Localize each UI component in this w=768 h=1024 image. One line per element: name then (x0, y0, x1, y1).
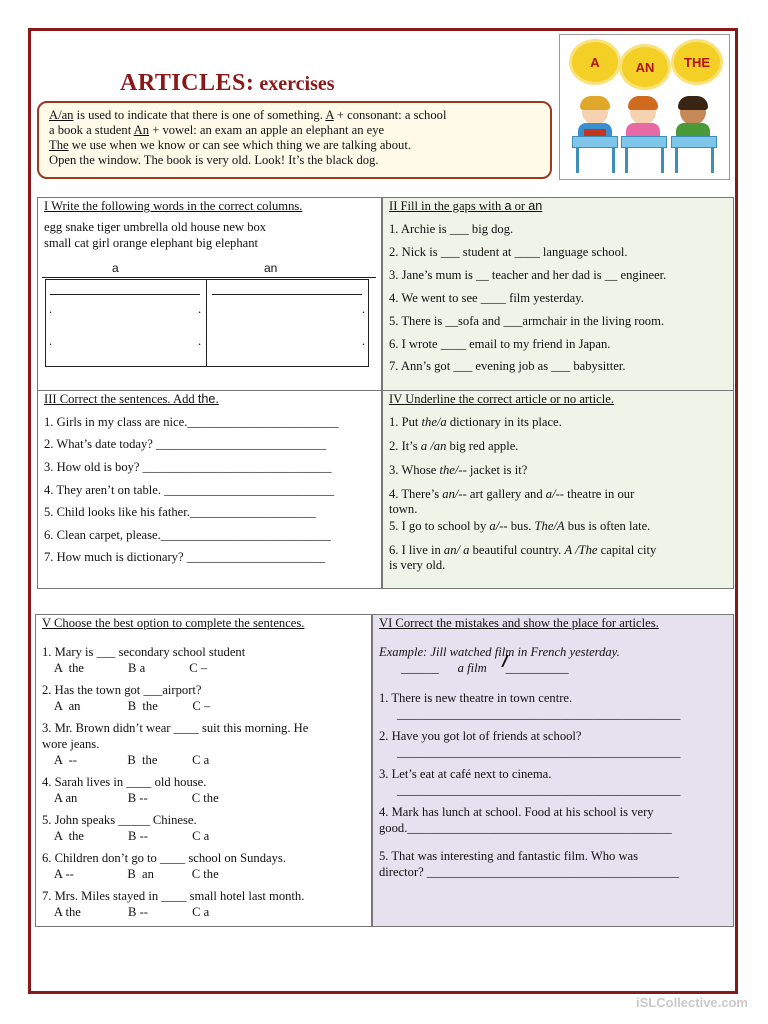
section-1 (37, 197, 382, 391)
section-5-heading: V Choose the best option to complete the sentences. (42, 616, 305, 630)
exercise-item: 6. Clean carpet, please.___________________________ (44, 528, 331, 542)
child-1 (574, 99, 616, 137)
exercise-item: 3. Let’s eat at café next to cinema. (379, 767, 552, 781)
cloud-the: THE (674, 42, 720, 82)
exercise-item-cont: director? ________________________________________ (379, 865, 679, 879)
article-choice[interactable]: a /an (420, 439, 447, 453)
example-answer: ______ a film __________ (401, 661, 569, 675)
exercise-item: 1. Archie is ___ big dog. (389, 222, 514, 236)
rule-text: + vowel: an exam an apple an elephant an eye (149, 123, 385, 137)
question-line: 5. John speaks _____ Chinese. (42, 813, 197, 827)
section-4 (382, 390, 734, 589)
answer-line: _____________________________________________ (397, 707, 681, 721)
article-choice[interactable]: the/-- (439, 463, 467, 477)
exercise-item: 5. There is __sofa and ___armchair in the living room. (389, 314, 665, 328)
column-an-label: an (264, 261, 278, 275)
section-2-heading: II Fill in the gaps with a or an (389, 199, 543, 213)
options-line: A -- B the C a (42, 753, 210, 767)
section-5 (35, 614, 372, 927)
question-line: 4. Sarah lives in ____ old house. (42, 775, 207, 789)
exercise-item: 2. Have you got lot of friends at school? (379, 729, 582, 743)
article-choice[interactable]: the/a (421, 415, 447, 429)
rule-term: A/an (49, 108, 74, 122)
section-3 (37, 390, 382, 589)
section-4-heading: IV Underline the correct article or no article. (389, 392, 614, 406)
cloud-a: A (572, 42, 618, 82)
column-a-label: a (112, 261, 119, 275)
options-line: A -- B an C the (42, 867, 219, 881)
rule-text: is used to indicate that there is one of something. (73, 108, 326, 122)
exercise-item: 7. Ann’s got ___ evening job as ___ babysitter. (389, 359, 626, 373)
page-title (120, 70, 335, 97)
watermark: iSLCollective.com (636, 995, 748, 1010)
question-line-cont: wore jeans. (42, 737, 100, 751)
word-list-2: small cat girl orange elephant big elephant (44, 236, 259, 250)
exercise-item: 4. We went to see ____ film yesterday. (389, 291, 584, 305)
exercise-item: 2. What’s date today? ___________________________ (44, 437, 327, 451)
section-6-heading: VI Correct the mistakes and show the place for articles. (379, 616, 659, 630)
exercise-item-cont: is very old. (389, 558, 446, 572)
options-line: A the B -- C a (42, 905, 210, 919)
answer-line (50, 294, 200, 295)
exercise-item: 4. They aren’t on table. ___________________________ (44, 483, 335, 497)
question-line: 1. Mary is ___ secondary school student (42, 645, 246, 659)
article-choice[interactable]: The/A (534, 519, 565, 533)
options-line: A the B a C – (42, 661, 208, 675)
options-line: A an B the C – (42, 699, 211, 713)
rules-box (37, 101, 552, 179)
options-line: A the B -- C a (42, 829, 210, 843)
rule-line-1 (49, 108, 540, 123)
article-choice[interactable]: A /The (564, 543, 598, 557)
columns-divider (42, 277, 376, 278)
rule-line-4: Open the window. The book is very old. Look! It’s the black dog. (49, 153, 379, 167)
exercise-item: 6. I live in an/ a beautiful country. A /The capital city (389, 543, 657, 557)
word-list-1: egg snake tiger umbrella old house new box (44, 220, 267, 234)
article-choice[interactable]: an/ a (443, 543, 470, 557)
answer-line: _____________________________________________ (397, 783, 681, 797)
exercise-item: 5. That was interesting and fantastic film. Who was (379, 849, 639, 863)
title-sub: exercises (254, 73, 335, 95)
exercise-item: 3. How old is boy? ______________________________ (44, 460, 332, 474)
rule-text: a book a student (49, 123, 134, 137)
exercise-item: 1. There is new theatre in town centre. (379, 691, 573, 705)
rule-text: + consonant: a school (333, 108, 447, 122)
section-3-heading: III Correct the sentences. Add the. (44, 392, 219, 406)
rule-term: An (133, 123, 150, 137)
example-sentence: Example: Jill watched film in French yesterday. (379, 645, 620, 659)
rule-term: The (49, 138, 69, 152)
illustration-children (559, 34, 730, 180)
title-main: ARTICLES: (120, 70, 255, 96)
rule-line-2 (49, 123, 540, 138)
exercise-item-cont: good.__________________________________________ (379, 821, 672, 835)
exercise-item: 1. Put the/a dictionary in its place. (389, 415, 562, 429)
options-line: A an B -- C the (42, 791, 219, 805)
exercise-item: 4. Mark has lunch at school. Food at his school is very (379, 805, 654, 819)
child-3 (672, 99, 714, 137)
exercise-item: 5. Child looks like his father.____________________ (44, 505, 316, 519)
section-1-heading: I Write the following words in the correct columns. (44, 199, 303, 213)
article-choice[interactable]: an/-- (442, 487, 467, 501)
exercise-item: 3. Whose the/-- jacket is it? (389, 463, 528, 477)
article-choice[interactable]: a/-- (489, 519, 508, 533)
question-line: 7. Mrs. Miles stayed in ____ small hotel last month. (42, 889, 305, 903)
question-line: 3. Mr. Brown didn’t wear ____ suit this morning. He (42, 721, 309, 735)
answer-line (212, 294, 362, 295)
cloud-an: AN (622, 47, 668, 87)
rule-term: A (325, 108, 334, 122)
question-line: 6. Children don’t go to ____ school on Sundays. (42, 851, 286, 865)
child-2 (622, 99, 664, 137)
exercise-item: 7. How much is dictionary? ______________________ (44, 550, 326, 564)
answer-line: _____________________________________________ (397, 745, 681, 759)
exercise-item: 1. Girls in my class are nice.________________________ (44, 415, 339, 429)
exercise-item: 4. There’s an/-- art gallery and a/-- theatre in our (389, 487, 635, 501)
exercise-item: 3. Jane’s mum is __ teacher and her dad is __ engineer. (389, 268, 667, 282)
rule-line-3 (49, 138, 540, 153)
question-line: 2. Has the town got ___airport? (42, 683, 202, 697)
exercise-item-cont: town. (389, 502, 418, 516)
article-choice[interactable]: a/-- (545, 487, 564, 501)
exercise-item: 2. Nick is ___ student at ____ language school. (389, 245, 628, 259)
columns-table: . . . . . . (45, 279, 369, 367)
rule-text: we use when we know or can see which thing we are talking about. (68, 138, 411, 152)
section-6 (372, 614, 734, 927)
exercise-item: 6. I wrote ____ email to my friend in Japan. (389, 337, 611, 351)
exercise-item: 2. It’s a /an big red apple. (389, 439, 519, 453)
exercise-item: 5. I go to school by a/-- bus. The/A bus is often late. (389, 519, 651, 533)
section-2 (382, 197, 734, 391)
